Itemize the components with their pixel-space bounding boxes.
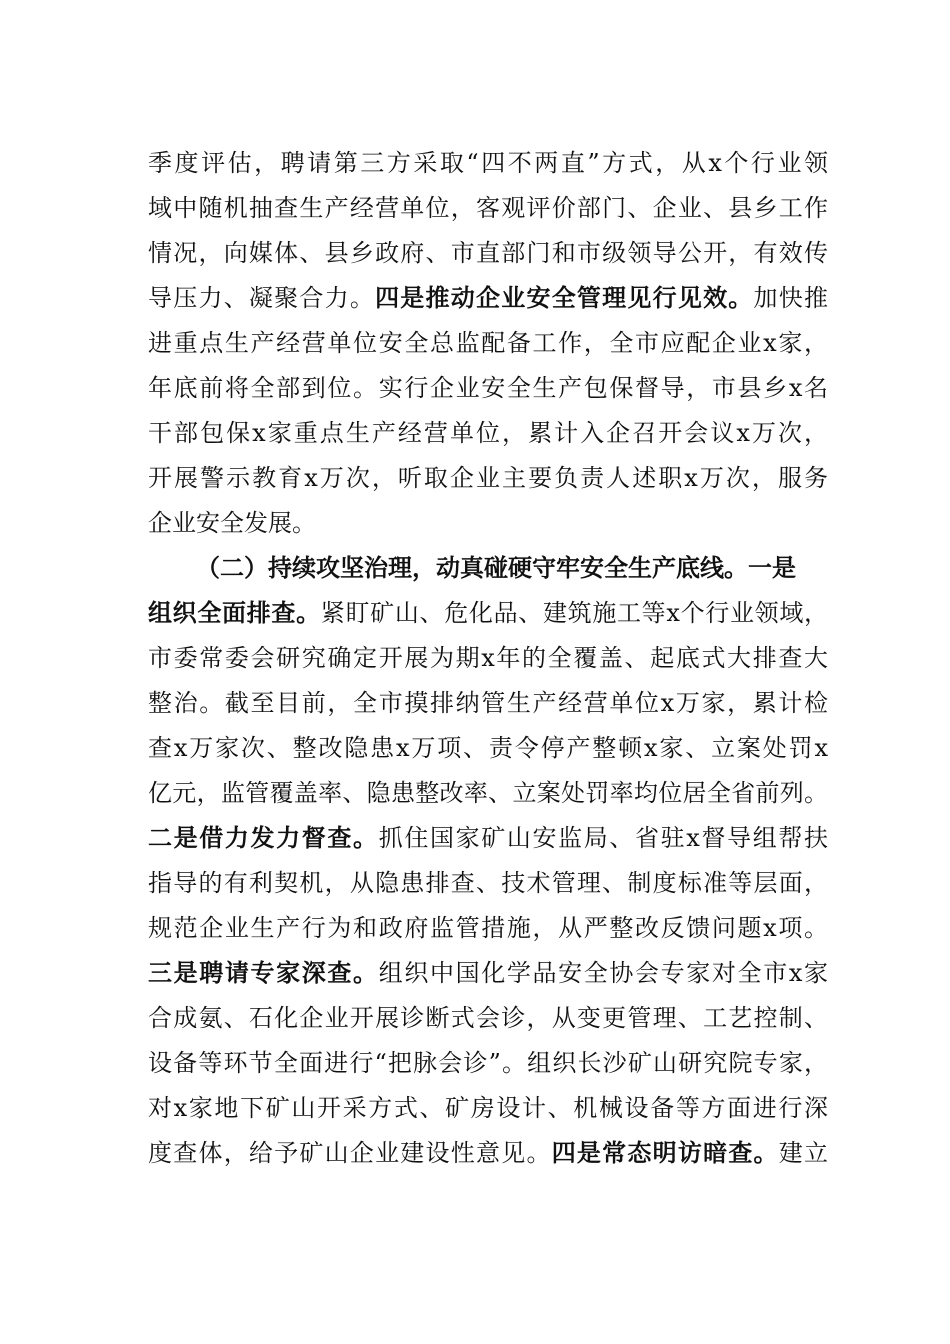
text-line: 年底前将全部到位。实行企业安全生产包保督导，市县乡x名	[148, 374, 828, 402]
text-line: 市委常委会研究确定开展为期x年的全覆盖、起底式大排查大	[148, 644, 828, 672]
text-line: 查x万家次、整改隐患x万项、责令停产整顿x家、立案处罚x	[148, 734, 828, 762]
section-heading: （二）持续攻坚治理，动真碰硬守牢安全生产底线。一是	[196, 553, 796, 582]
text-line: 规范企业生产行为和政府监管措施，从严整改反馈问题x项。	[148, 914, 828, 942]
text-line: 导压力、凝聚合力。四是推动企业安全管理见行见效。加快推	[148, 283, 829, 312]
text-line: 合成氨、石化企业开展诊断式会诊，从变更管理、工艺控制、	[148, 1004, 828, 1032]
text-line: 度查体，给予矿山企业建设性意见。四是常态明访暗查。建立	[148, 1138, 829, 1167]
text-line: 二是借力发力督查。抓住国家矿山安监局、省驻x督导组帮扶	[148, 823, 828, 852]
text-line: 指导的有利契机，从隐患排查、技术管理、制度标准等层面，	[148, 869, 828, 897]
text-line: 域中随机抽查生产经营单位，客观评价部门、企业、县乡工作	[148, 194, 828, 222]
text-line: 整治。截至目前，全市摸排纳管生产经营单位x万家，累计检	[148, 689, 828, 717]
text-line: 干部包保x家重点生产经营单位，累计入企召开会议x万次，	[148, 419, 828, 447]
text-line: 企业安全发展。	[148, 509, 316, 537]
text-line: 进重点生产经营单位安全总监配备工作，全市应配企业x家，	[148, 329, 828, 357]
bold-heading: 四是常态明访暗查。	[551, 1138, 779, 1167]
bold-heading: 组织全面排查。	[148, 598, 321, 627]
text-line: 亿元，监管覆盖率、隐患整改率、立案处罚率均位居全省前列。	[148, 779, 828, 807]
bold-heading: 二是借力发力督查。	[148, 823, 379, 852]
section-heading-line	[196, 546, 828, 590]
text-line: 三是聘请专家深查。组织中国化学品安全协会专家对全市x家	[148, 958, 828, 987]
text-line: 情况，向媒体、县乡政府、市直部门和市级领导公开，有效传	[148, 239, 828, 267]
text-line: 组织全面排查。紧盯矿山、危化品、建筑施工等x个行业领域，	[148, 598, 828, 627]
bold-heading: 三是聘请专家深查。	[148, 958, 379, 987]
text-line: 季度评估，聘请第三方采取“四不两直”方式，从x个行业领	[148, 149, 828, 177]
text-line: 对x家地下矿山开采方式、矿房设计、机械设备等方面进行深	[148, 1094, 828, 1122]
text-line: 设备等环节全面进行“把脉会诊”。组织长沙矿山研究院专家，	[148, 1049, 828, 1077]
text-line: 开展警示教育x万次，听取企业主要负责人述职x万次，服务	[148, 464, 828, 492]
bold-heading: 四是推动企业安全管理见行见效。	[375, 283, 754, 312]
